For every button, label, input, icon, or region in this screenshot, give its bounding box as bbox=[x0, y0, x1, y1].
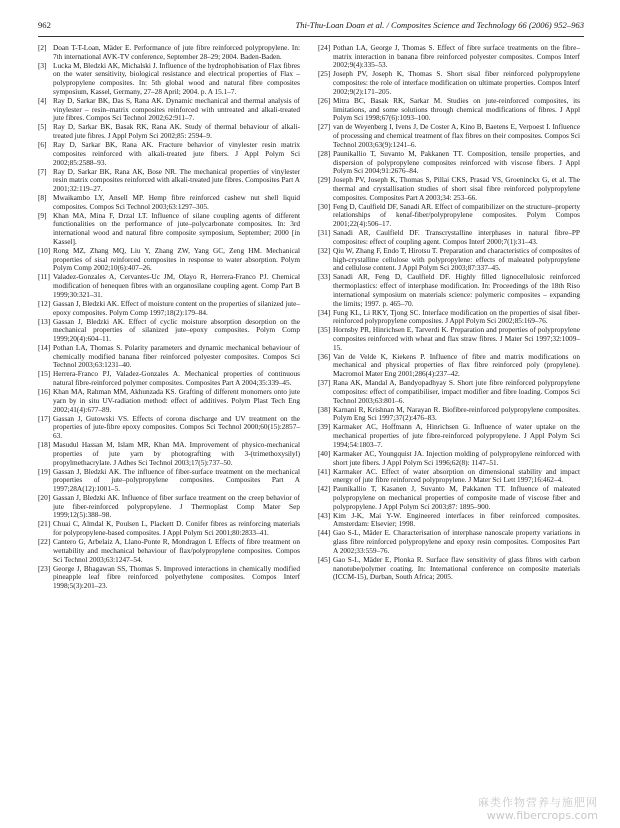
reference-number: [6] bbox=[38, 140, 47, 150]
running-head: Thi-Thu-Loan Doan et al. / Composites Science and Technology 66 (2006) 952–963 bbox=[295, 20, 584, 30]
reference-text: Gassan J, Bledzki AK. Influence of fiber surface treatment on the creep behavior of jute fiber-reinforced polypropylene. J Thermoplast Comp Mater Sep 1999;12(5):388–98. bbox=[53, 493, 300, 520]
reference-entry bbox=[318, 44, 580, 70]
reference-entry bbox=[38, 141, 300, 167]
reference-text: Karmaker AC, Youngquist JA. Injection molding of polypropylene reinforced with short jute fibers. J Appl Polym Sci 1996;62(8): 1147–51. bbox=[333, 448, 580, 467]
references-left-column bbox=[38, 44, 300, 591]
reference-entry bbox=[318, 423, 580, 449]
reference-entry bbox=[38, 300, 300, 317]
reference-entry bbox=[38, 194, 300, 211]
reference-number: [40] bbox=[318, 448, 331, 458]
reference-number: [21] bbox=[38, 519, 51, 529]
reference-text: Gassan J, Bledzki AK. Effect of cyclic moisture absorption desorption on the mechanical properties of silanized jute–epoxy composites. Polym Comp 1999;20(4):604–11. bbox=[53, 316, 300, 343]
reference-entry bbox=[38, 123, 300, 140]
reference-text: Mwaikambo LY, Ansell MP. Hemp fibre reinforced cashew nut shell liquid composites. Compos Sci Technol 2003;63:1297–305. bbox=[53, 193, 300, 211]
reference-entry bbox=[38, 97, 300, 123]
reference-text: Ray D, Sarkar BK, Rana AK, Bose NR. The mechanical properties of vinylester resin matrix composites reinforced with alkali-treated jute fibres. Composites Part A 2001;32:119–27. bbox=[53, 166, 300, 193]
reference-number: [26] bbox=[318, 95, 331, 105]
reference-number: [23] bbox=[38, 563, 51, 573]
reference-text: Joseph PV, Joseph K, Thomas S, Pillai CKS, Prasad VS, Groeninckx G, et al. The thermal and crystallisation studies of short sisal fibre reinforced polypropylene composites. Composites Part A 2003;34: 253–66. bbox=[333, 175, 580, 202]
reference-text: Cantero G, Arbelaiz A, Llano-Ponte R, Mondragon I. Effects of fibre treatment on wettability and mechanical behaviour of flax/polypropylene composites. Compos Sci Technol 2003;63:1247–54. bbox=[53, 537, 300, 564]
reference-number: [36] bbox=[318, 351, 331, 361]
reference-text: van de Weyenberg I, Ivens J, De Coster A, Kino B, Baetens E, Verpoest I. Influence of processing and chemical treatment of flax fibres on their composites. Compos Sci Technol 2003;63(9):1241–6. bbox=[333, 122, 580, 149]
reference-text: Rana AK, Mandal A, Bandyopadhyay S. Short jute fibre reinforced polypropylene composites: effect of compatibiliser, impact modifier and fibre loading. Compos Sci Technol 2003;63:801–6. bbox=[333, 378, 580, 405]
reference-text: Valadez-Gonzales A, Cervantes-Uc JM, Olayo R, Herrera-Franco PJ. Chemical modification of henequen fibres with an organosilane coupling agent. Comp Part B 1999;30:321–31. bbox=[53, 272, 300, 299]
reference-text: Ray D, Sarkar BK, Basak RK, Rana AK. Study of thermal behaviour of alkali-treated jute fibres. J Appl Polym Sci 2002;85: 2594–9. bbox=[53, 122, 300, 141]
reference-entry bbox=[38, 62, 300, 97]
reference-text: Herrera-Franco PJ, Valadez-Gonzales A. Mechanical properties of continuous natural fibre-reinforced polymer composites. Composites Part A 2004;35:339–45. bbox=[53, 369, 300, 388]
reference-entry bbox=[38, 494, 300, 520]
page-header bbox=[38, 20, 584, 32]
reference-entry bbox=[318, 203, 580, 229]
reference-entry bbox=[318, 485, 580, 511]
reference-entry bbox=[318, 529, 580, 555]
reference-entry bbox=[38, 538, 300, 564]
reference-text: Gassan J, Gutowski VS. Effects of corona discharge and UV treatment on the properties of jute-fibre epoxy composites. Compos Sci Technol 2000;60(15):2857–63. bbox=[53, 413, 300, 441]
reference-number: [18] bbox=[38, 440, 51, 450]
reference-entry bbox=[318, 273, 580, 308]
reference-number: [28] bbox=[318, 148, 331, 158]
reference-entry bbox=[318, 326, 580, 352]
reference-text: Gao S-L, Mäder E, Plonka R. Surface flaw sensitivity of glass fibres with carbon nanotube/polymer coating. In: International conference on composite materials (ICCM-15), Durban, South Africa; 2005. bbox=[333, 554, 580, 582]
reference-text: Feng D, Caulfield DF, Sanadi AR. Effect of compatibilizer on the structure–property relationships of kenaf-fiber/polypropylene composites. Polym Compos 2001;22(4):506–17. bbox=[333, 201, 580, 229]
reference-text: Sanadi AR, Caulfield DF. Transcrystalline interphases in natural fibre–PP composites: effect of coupling agent. Compos Interf 2000;7(1):31–43. bbox=[333, 228, 580, 246]
reference-number: [5] bbox=[38, 122, 47, 132]
reference-text: George J, Bhagawan SS, Thomas S. Improved interactions in chemically modified pineapple leaf fibre reinforced polyethylene composites. Compos Interf 1998;5(3):201–23. bbox=[53, 563, 300, 591]
reference-entry bbox=[38, 370, 300, 387]
reference-number: [15] bbox=[38, 369, 51, 379]
reference-text: Paunikallio T, Suvanto M, Pakkanen TT. Composition, tensile properties, and dispersion of polypropylene composites reinforced with viscose fibers. J Appl Polym Sci 2004;91:2676–84. bbox=[333, 148, 580, 176]
reference-text: Gao S-L, Mäder E. Characterisation of interphase nanoscale property variations in glass fibre reinforced polypropylene and epoxy resin composites. Composites Part A 2002;33:559–76. bbox=[333, 528, 580, 555]
reference-entry bbox=[318, 229, 580, 246]
reference-entry bbox=[38, 415, 300, 441]
reference-text: Rong MZ, Zhang MQ, Liu Y, Zhang ZW, Yang GC, Zeng HM. Mechanical properties of sisal reinforced composites in response to water absorption. Polym Polym Comp 2002;10(6):407–26. bbox=[53, 245, 300, 273]
reference-number: [7] bbox=[38, 166, 47, 176]
reference-entry bbox=[318, 450, 580, 467]
reference-entry bbox=[318, 406, 580, 423]
reference-text: Paunikallio T, Kasanen J, Suvanto M, Pakkanen TT. Influence of maleated polypropylene on mechanical properties of composite made of viscose fiber and polypropylene. J Appl Polym Sci 2003;87: 1895–900. bbox=[333, 484, 580, 511]
reference-number: [37] bbox=[318, 378, 331, 388]
reference-entry bbox=[38, 520, 300, 537]
reference-text: Hornsby PR, Hinrichsen E, Tarverdi K. Preparation and properties of polypropylene composites reinforced with wheat and flax straw fibres. J Mater Sci 1997;32:1009–15. bbox=[333, 325, 580, 352]
reference-entry bbox=[38, 247, 300, 273]
reference-entry bbox=[318, 309, 580, 326]
reference-number: [31] bbox=[318, 228, 331, 238]
reference-number: [32] bbox=[318, 245, 331, 255]
reference-text: Mitra BC, Basak RK, Sarkar M. Studies on jute-reinforced composites, its limitations, and some solutions through chemical modifications of fibres. J Appl Polym Sci 1998;67(6):1093–100. bbox=[333, 95, 580, 123]
reference-text: Ray D, Sarkar BK, Das S, Rana AK. Dynamic mechanical and thermal analysis of vinylester – resin–matrix composites reinforced with untreated and alkali-treated jute fibres. Compos Sci Technol 2002;62:911–7. bbox=[53, 95, 300, 123]
reference-number: [20] bbox=[38, 493, 51, 502]
reference-number: [27] bbox=[318, 122, 331, 132]
reference-number: [13] bbox=[38, 316, 51, 326]
reference-entry bbox=[318, 150, 580, 176]
reference-number: [35] bbox=[318, 325, 331, 335]
reference-number: [16] bbox=[38, 387, 51, 397]
reference-number: [25] bbox=[318, 69, 331, 79]
header-rule bbox=[38, 36, 584, 37]
reference-number: [10] bbox=[38, 245, 51, 255]
reference-entry bbox=[318, 512, 580, 529]
reference-entry bbox=[38, 212, 300, 247]
reference-entry bbox=[38, 388, 300, 414]
reference-text: Khan MA, Rahman MM, Akhunzada KS. Grafting of different monomers onto jute yarn by in situ UV-radiation method: effect of additives. Polym Plast Tech Eng 2002;41(4):677–89. bbox=[53, 387, 300, 414]
reference-text: Joseph PV, Joseph K, Thomas S. Short sisal fiber reinforced polypropylene composites: the role of interface modification on ultimate properties. Compos Interf 2002;9(2):171–205. bbox=[333, 69, 580, 96]
reference-number: [29] bbox=[318, 175, 331, 185]
reference-entry bbox=[38, 273, 300, 299]
reference-text: Kim J-K, Mai Y-W. Engineered interfaces in fiber reinforced composites. Amsterdam: Elsevier; 1998. bbox=[333, 510, 580, 529]
reference-number: [30] bbox=[318, 201, 331, 211]
reference-number: [45] bbox=[318, 554, 331, 564]
reference-number: [42] bbox=[318, 484, 331, 494]
reference-number: [43] bbox=[318, 510, 331, 520]
reference-text: Pothan LA, Thomas S. Polarity parameters and dynamic mechanical behaviour of chemically modified banana fiber reinforced polyester composites. Compos Sci Technol 2003;63:1231–40. bbox=[53, 343, 300, 370]
reference-number: [33] bbox=[318, 272, 331, 282]
reference-number: [38] bbox=[318, 404, 331, 414]
reference-entry bbox=[318, 556, 580, 582]
reference-text: Gassan J, Bledzki AK. The influence of fiber-surface treatment on the mechanical properties of jute–polypropylene composites. Composites Part A 1997;28A(12):1001–5. bbox=[53, 466, 300, 493]
reference-text: Masudul Hassan M, Islam MR, Khan MA. Improvement of physico-mechanical properties of jute yarn by photografting with 3-(trimethoxysilyl) propylmethacrylate. J Adhes Sci Technol 2003;17(5):737–50. bbox=[53, 440, 300, 467]
reference-number: [41] bbox=[318, 466, 331, 476]
reference-number: [39] bbox=[318, 422, 331, 432]
reference-entry bbox=[38, 565, 300, 591]
reference-number: [9] bbox=[38, 210, 47, 220]
reference-text: Van de Velde K, Kiekens P. Influence of fibre and matrix modifications on mechanical and physical properties of flax fibre reinforced poly (propylene). Macromol Mater Eng 2001;286(4):237–42. bbox=[333, 351, 580, 379]
reference-entry bbox=[38, 44, 300, 61]
reference-entry bbox=[38, 441, 300, 467]
reference-number: [14] bbox=[38, 343, 51, 352]
reference-number: [11] bbox=[38, 272, 50, 282]
reference-entry bbox=[318, 247, 580, 273]
reference-text: Karmaker AC, Hoffmann A, Hinrichsen G. Influence of water uptake on the mechanical properties of jute fibre-reinforced polypropylene. J Appl Polym Sci 1994;54:1803–7. bbox=[333, 422, 580, 449]
reference-entry bbox=[318, 97, 580, 123]
reference-text: Qiu W, Zhang F, Endo T, Hirotsu T. Preparation and characteristics of composites of high-crystalline cellulose with polypropylene: effects of maleated polypropylene and cellulose content. J Appl Polym Sci 2003;87:337–45. bbox=[333, 245, 580, 273]
reference-entry bbox=[318, 176, 580, 202]
reference-entry bbox=[38, 168, 300, 194]
reference-text: Fung KL, Li RKY, Tjong SC. Interface modification on the properties of sisal fiber-reinforced polypropylene composites. J Appl Polym Sci 2002;85:169–76. bbox=[333, 307, 580, 326]
reference-entry bbox=[38, 318, 300, 344]
reference-entry bbox=[318, 468, 580, 485]
watermark-site-name: 麻类作物营养与施肥网 bbox=[478, 796, 598, 809]
reference-text: Karmaker AC. Effect of water absorption on dimensional stability and impact energy of jute fibre reinforced polypropylene. J Mater Sci Lett 1997;16:462–4. bbox=[333, 466, 580, 485]
reference-text: Lucka M, Bledzki AK, Michalski J. Influence of the hydrophobisation of Flax fibres on the water sensitivity, biological resistance and electrical properties of Flax – polypropylene composites. In: 5th global wood and natural fibre composites symposium, Kassel, Germany, 27–28 April; 2004. p. A 15.1–7. bbox=[53, 60, 300, 96]
reference-number: [12] bbox=[38, 298, 51, 308]
reference-number: [44] bbox=[318, 528, 331, 538]
reference-number: [3] bbox=[38, 60, 47, 70]
reference-number: [22] bbox=[38, 537, 51, 547]
reference-text: Sanadi AR, Feng D, Caulfield DF. Highly filled lignocellulosic reinforced thermoplastics: effect of interphase modification. In: Proceedings of the 18th Riso international symposium on materials science: polymeric composites – expanding the limits; 1997. p. 465–70. bbox=[333, 272, 580, 308]
reference-text: Karnani R, Krishnan M, Narayan R. Biofibre-reinforced polypropylene composites. Polym Eng Sci 1997;37(2):476–83. bbox=[333, 404, 580, 423]
reference-number: [2] bbox=[38, 43, 47, 52]
reference-number: [34] bbox=[318, 307, 331, 317]
reference-text: Ray D, Sarkar BK, Rana AK. Fracture behavior of vinylester resin matrix composites reinforced with alkali-treated jute fibers. J Appl Polym Sci 2002;85:2588–93. bbox=[53, 140, 300, 167]
reference-number: [24] bbox=[318, 43, 331, 52]
watermark bbox=[478, 796, 598, 822]
reference-number: [8] bbox=[38, 193, 47, 202]
reference-entry bbox=[38, 344, 300, 370]
reference-number: [4] bbox=[38, 95, 47, 105]
references-right-column bbox=[318, 44, 580, 582]
reference-text: Chuai C, Almdal K, Poulsen L, Plackett D. Conifer fibres as reinforcing materials for polypropylene-based composites. J Appl Polym Sci 2001;80:2833–41. bbox=[53, 519, 300, 538]
reference-text: Pothan LA, George J, Thomas S. Effect of fibre surface treatments on the fibre–matrix interaction in banana fibre reinforced polyester composites. Compos Interf 2002;9(4):335–53. bbox=[333, 43, 580, 70]
reference-text: Khan MA, Mina F, Drzal LT. Influence of silane coupling agents of different functionalities on the performance of jute–polycarbonate composites. In: 3rd international wood and natural fibre composite symposium, September; 2000 [in Kassel]. bbox=[53, 210, 300, 246]
reference-entry bbox=[318, 123, 580, 149]
reference-number: [19] bbox=[38, 466, 51, 476]
page-number: 962 bbox=[38, 20, 51, 30]
reference-text: Gassan J, Bledzki AK. Effect of moisture content on the properties of silanized jute–epoxy composites. Polym Comp 1997;18(2):179–84. bbox=[53, 298, 300, 317]
reference-entry bbox=[318, 353, 580, 379]
watermark-url: www.fibercrops.com bbox=[486, 809, 598, 822]
reference-entry bbox=[318, 70, 580, 96]
reference-entry bbox=[318, 379, 580, 405]
reference-number: [17] bbox=[38, 413, 51, 423]
reference-text: Doan T-T-Loan, Mäder E. Performance of jute fibre reinforced polypropylene. In: 7th international AVK-TV conference, September 28–29; 2004. Baden-Baden. bbox=[53, 43, 300, 61]
reference-entry bbox=[38, 468, 300, 494]
